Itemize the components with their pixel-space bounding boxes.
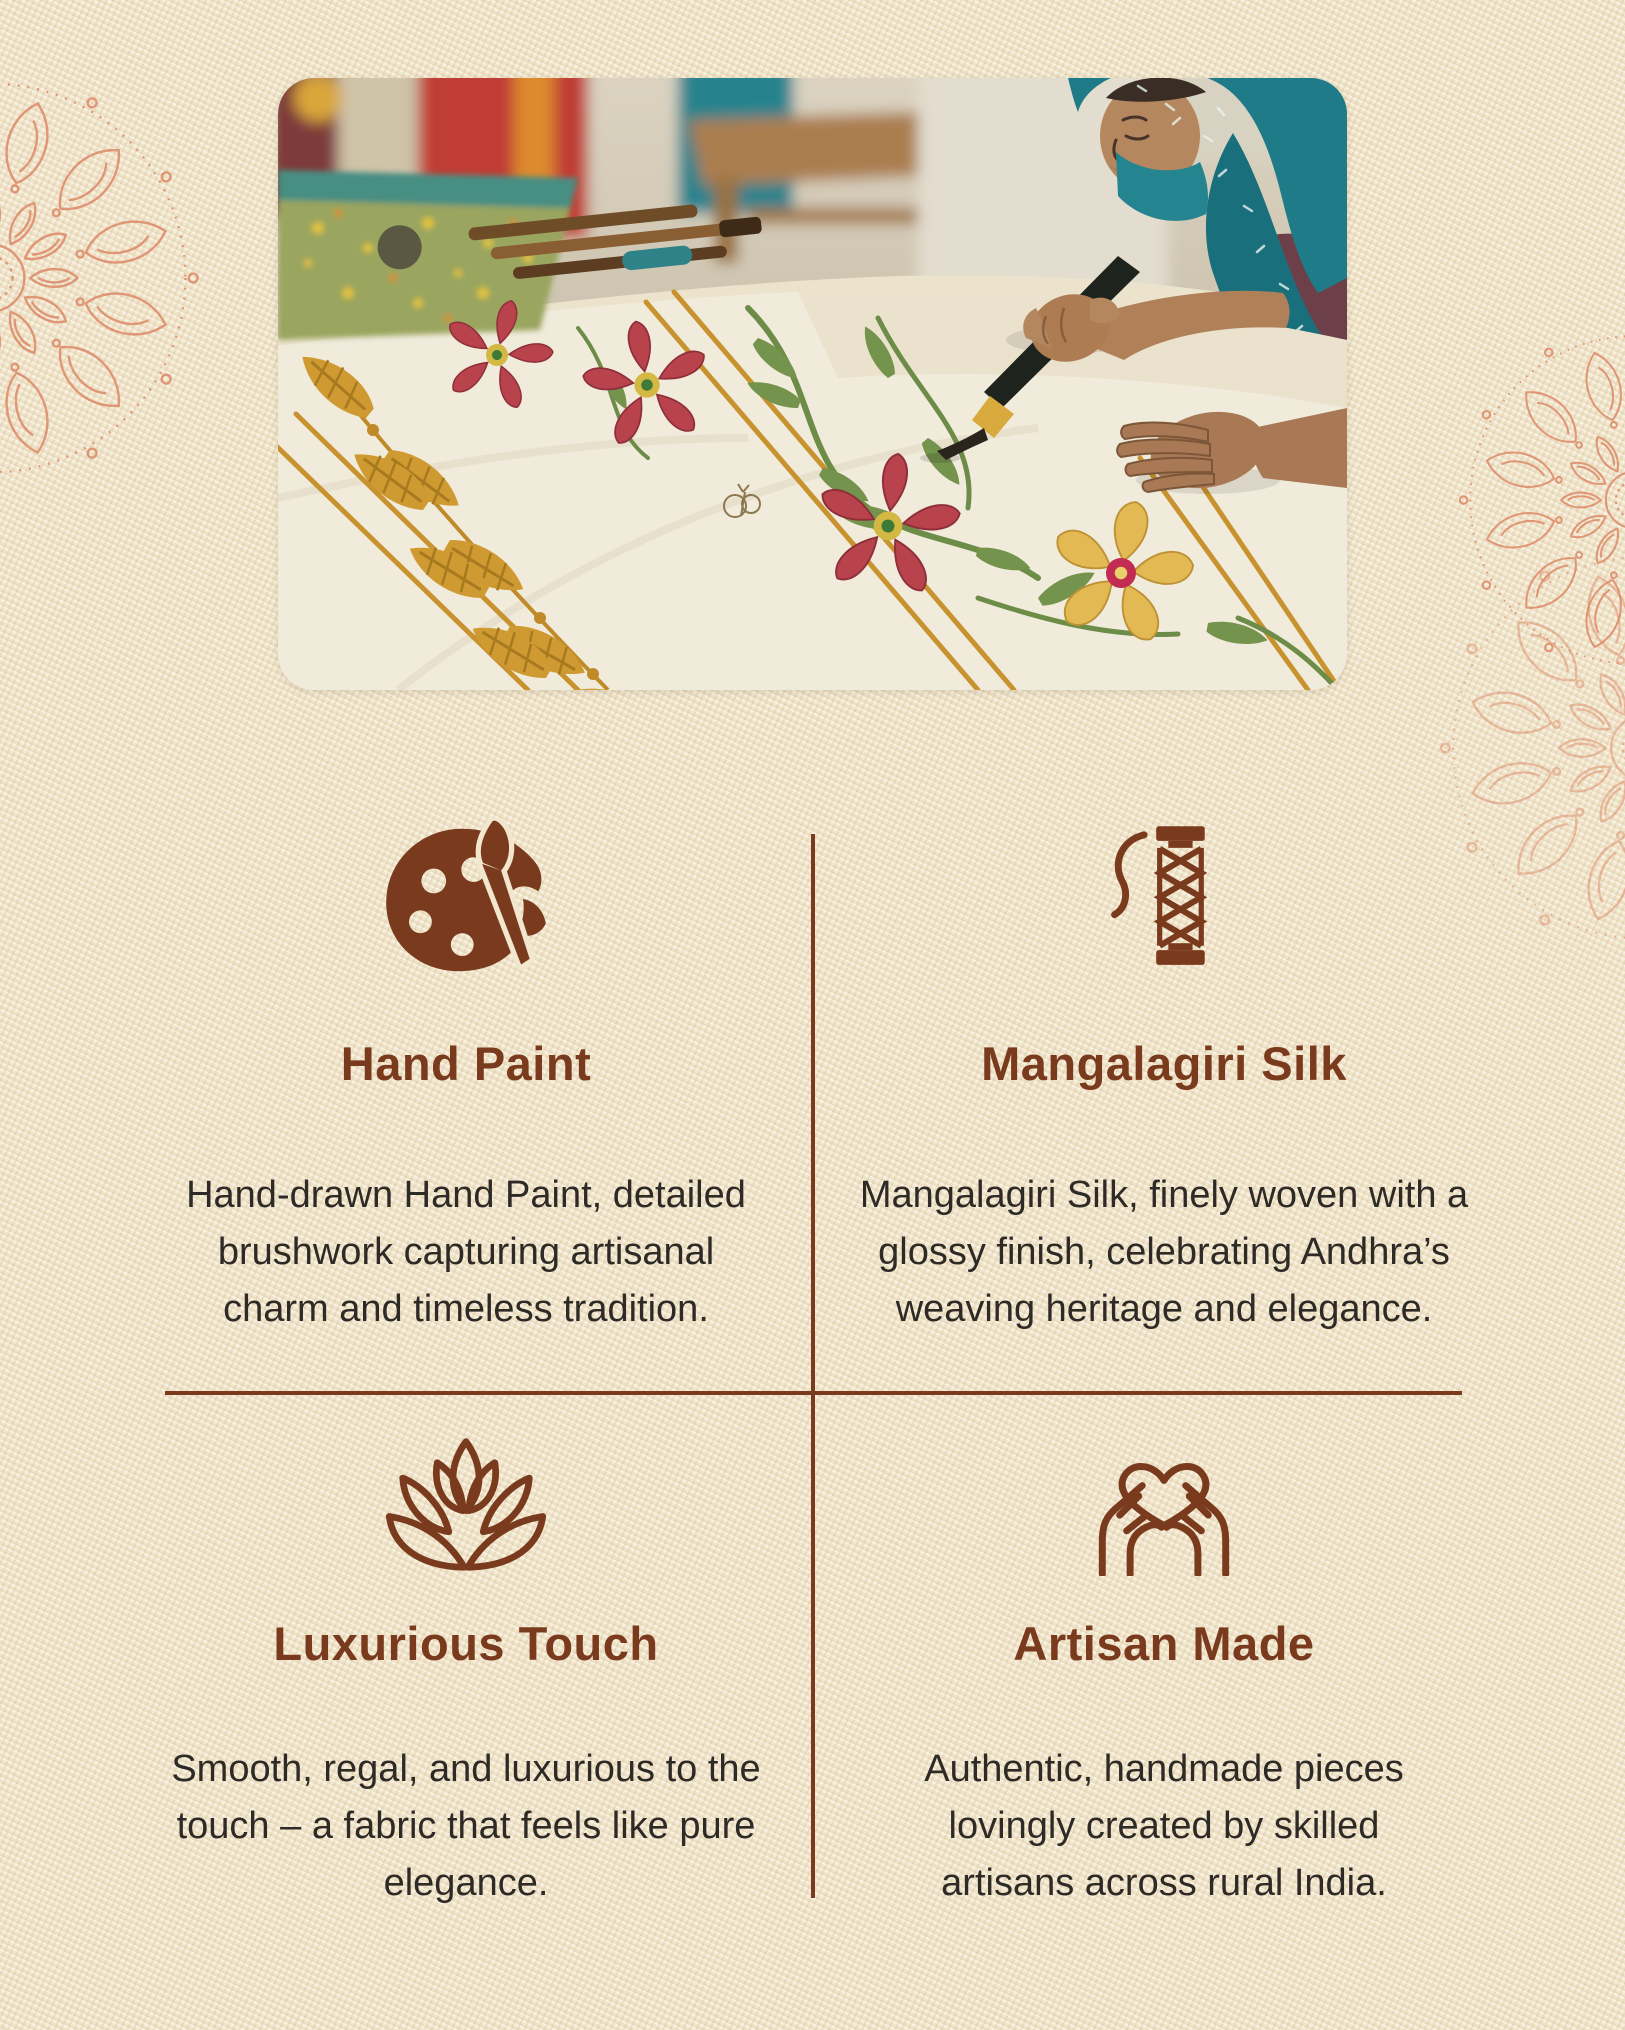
mandala-decoration-top-left: [0, 62, 207, 494]
thread-spool-icon: [1099, 818, 1229, 980]
feature-description: Mangalagiri Silk, finely woven with a glossy finish, celebrating Andhra’s weaving heritage and elegance.: [859, 1173, 1469, 1330]
palette-brush-icon: [371, 818, 561, 980]
feature-artisan-made: [844, 1430, 1484, 1950]
feature-mangalagiri-silk: [844, 818, 1484, 1376]
hero-photo: [278, 78, 1347, 690]
feature-title: Mangalagiri Silk: [981, 1037, 1347, 1090]
feature-description: Smooth, regal, and luxurious to the touch – a fabric that feels like pure elegance.: [171, 1747, 761, 1904]
horizontal-divider: [165, 1391, 1462, 1395]
mandala-decoration-right: [1452, 318, 1625, 682]
feature-luxurious-touch: [146, 1430, 786, 1950]
feature-title: Artisan Made: [1013, 1617, 1315, 1670]
feature-description: Authentic, handmade pieces lovingly created by skilled artisans across rural India.: [924, 1747, 1404, 1904]
feature-title: Luxurious Touch: [273, 1617, 659, 1670]
vertical-divider: [811, 834, 815, 1898]
feature-description: Hand-drawn Hand Paint, detailed brushwork capturing artisanal charm and timeless tradition.: [186, 1173, 746, 1330]
feature-hand-paint: [146, 818, 786, 1376]
lotus-icon: [378, 1430, 554, 1576]
hands-heart-icon: [1078, 1430, 1250, 1576]
feature-title: Hand Paint: [340, 1037, 592, 1090]
